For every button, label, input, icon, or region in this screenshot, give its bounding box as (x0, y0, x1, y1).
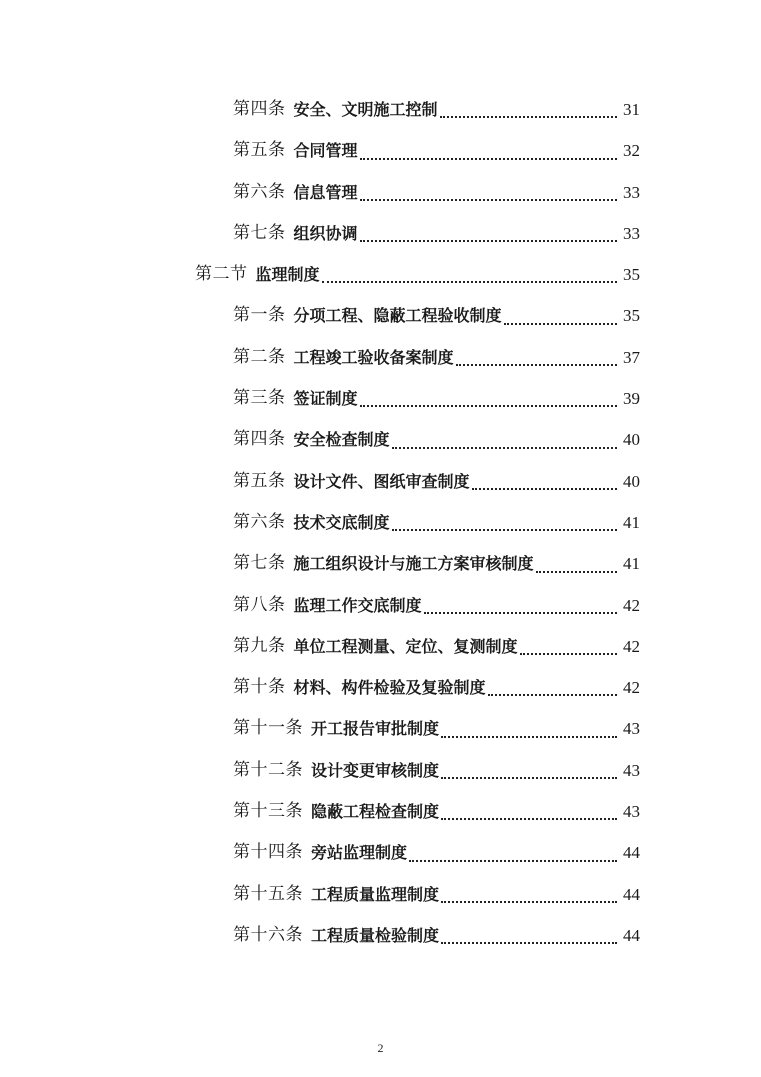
toc-entry[interactable] (0, 337, 761, 378)
toc-entry-number: 第十五条 (233, 883, 303, 904)
toc-entry-number: 第十三条 (233, 801, 303, 822)
toc-entry-page: 42 (623, 595, 640, 615)
toc-dot-leader (520, 652, 617, 655)
toc-entry[interactable] (0, 89, 761, 130)
toc-entry-title: 分项工程、隐蔽工程验收制度 (293, 306, 502, 326)
toc-entry-number: 第六条 (233, 511, 286, 532)
toc-entry-title: 工程质量监理制度 (311, 884, 440, 904)
toc-entry-title: 施工组织设计与施工方案审核制度 (293, 554, 534, 574)
toc-entry-page: 44 (623, 884, 640, 904)
toc-entry-title: 材料、构件检验及复验制度 (293, 678, 486, 698)
toc-dot-leader (441, 735, 617, 738)
toc-dot-leader (441, 941, 617, 944)
toc-entry[interactable] (0, 461, 761, 502)
toc-entry-title: 技术交底制度 (293, 512, 390, 532)
toc-entry-title: 工程质量检验制度 (311, 925, 440, 945)
toc-dot-leader (441, 776, 617, 779)
toc-entry-title: 合同管理 (293, 141, 358, 161)
toc-entry[interactable] (0, 213, 761, 254)
toc-entry-title: 旁站监理制度 (311, 843, 408, 863)
toc-entry-page: 31 (623, 100, 640, 119)
toc-entry-number: 第十一条 (233, 718, 303, 739)
toc-entry-page: 41 (623, 512, 640, 532)
toc-entry-number: 第五条 (233, 470, 286, 491)
toc-entry-page: 39 (623, 389, 640, 409)
toc-entry-title: 安全检查制度 (293, 430, 390, 450)
toc-entry-page: 43 (623, 719, 640, 739)
toc-entry-page: 44 (623, 925, 640, 945)
toc-entry-number: 第四条 (233, 99, 286, 119)
toc-entry-title: 信息管理 (293, 182, 358, 202)
toc-entry-number: 第八条 (233, 594, 286, 615)
toc-dot-leader (409, 859, 617, 862)
toc-dot-leader (536, 570, 617, 573)
toc-entry-number: 第一条 (233, 305, 286, 326)
toc-entry-number: 第十条 (233, 677, 286, 698)
toc-entry-page: 35 (623, 306, 640, 326)
toc-entry-number: 第十二条 (233, 759, 303, 780)
toc-entry-page: 33 (623, 223, 640, 243)
toc-entry[interactable] (0, 915, 761, 956)
toc-entry[interactable] (0, 791, 761, 832)
toc-dot-leader (360, 239, 617, 242)
toc-entry-number: 第七条 (233, 553, 286, 574)
toc-entry-page: 35 (623, 265, 640, 285)
toc-entry-title: 设计文件、图纸审查制度 (293, 471, 470, 491)
toc-entry[interactable] (0, 667, 761, 708)
toc-entry[interactable] (0, 832, 761, 873)
toc-entry[interactable] (0, 419, 761, 460)
toc-entry[interactable] (0, 874, 761, 915)
toc-entry-page: 40 (623, 471, 640, 491)
toc-entry-title: 监理制度 (255, 265, 320, 285)
toc-entry-page: 33 (623, 182, 640, 202)
toc-entry-number: 第五条 (233, 140, 286, 161)
toc-dot-leader (472, 487, 617, 490)
toc-dot-leader (392, 528, 617, 531)
toc-entry-number: 第十六条 (233, 924, 303, 945)
toc-dot-leader (360, 157, 617, 160)
toc-entry[interactable] (0, 543, 761, 584)
toc-entry-page: 43 (623, 802, 640, 822)
toc-entry-number: 第九条 (233, 635, 286, 656)
toc-dot-leader (456, 363, 617, 366)
toc-entry[interactable] (0, 378, 761, 419)
toc-entry-title: 监理工作交底制度 (293, 595, 422, 615)
toc-entry[interactable] (0, 708, 761, 749)
toc-entry-number: 第二条 (233, 346, 286, 367)
toc-entry-title: 工程竣工验收备案制度 (293, 347, 454, 367)
toc-entry-title: 安全、文明施工控制 (293, 100, 438, 119)
toc-entry-page: 42 (623, 636, 640, 656)
toc-dot-leader (322, 280, 617, 283)
toc-entry-page: 41 (623, 554, 640, 574)
toc-entry[interactable] (0, 585, 761, 626)
toc-entry-page: 43 (623, 760, 640, 780)
toc-entry-title: 组织协调 (293, 223, 358, 243)
toc-entry-page: 37 (623, 347, 640, 367)
toc-entry-title: 开工报告审批制度 (311, 719, 440, 739)
toc-dot-leader (504, 322, 617, 325)
toc-entry-title: 隐蔽工程检查制度 (311, 802, 440, 822)
toc-entry[interactable] (0, 130, 761, 171)
toc-dot-leader (488, 693, 617, 696)
toc-section-entry[interactable] (0, 254, 761, 295)
toc-entry[interactable] (0, 750, 761, 791)
toc-entry-page: 32 (623, 141, 640, 161)
toc-entry-number: 第四条 (233, 429, 286, 450)
toc-entry[interactable] (0, 295, 761, 336)
toc-entry-number: 第二节 (195, 264, 248, 285)
toc-entry-title: 设计变更审核制度 (311, 760, 440, 780)
toc-dot-leader (441, 900, 617, 903)
toc-entry-title: 签证制度 (293, 389, 358, 409)
toc-entry-number: 第十四条 (233, 842, 303, 863)
toc-entry-number: 第七条 (233, 222, 286, 243)
toc-entry[interactable] (0, 626, 761, 667)
toc-dot-leader (424, 611, 617, 614)
toc-entry-page: 42 (623, 678, 640, 698)
toc-entry-number: 第三条 (233, 388, 286, 409)
toc-dot-leader (441, 817, 617, 820)
toc-dot-leader (360, 198, 617, 201)
toc-dot-leader (392, 446, 617, 449)
toc-entry-page: 44 (623, 843, 640, 863)
toc-dot-leader (360, 404, 617, 407)
table-of-contents (0, 89, 761, 956)
toc-entry-page: 40 (623, 430, 640, 450)
toc-entry-number: 第六条 (233, 181, 286, 202)
page-number: 2 (377, 1041, 384, 1055)
toc-dot-leader (440, 115, 617, 118)
toc-entry-title: 单位工程测量、定位、复测制度 (293, 636, 518, 656)
toc-entry[interactable] (0, 502, 761, 543)
toc-entry[interactable] (0, 172, 761, 213)
